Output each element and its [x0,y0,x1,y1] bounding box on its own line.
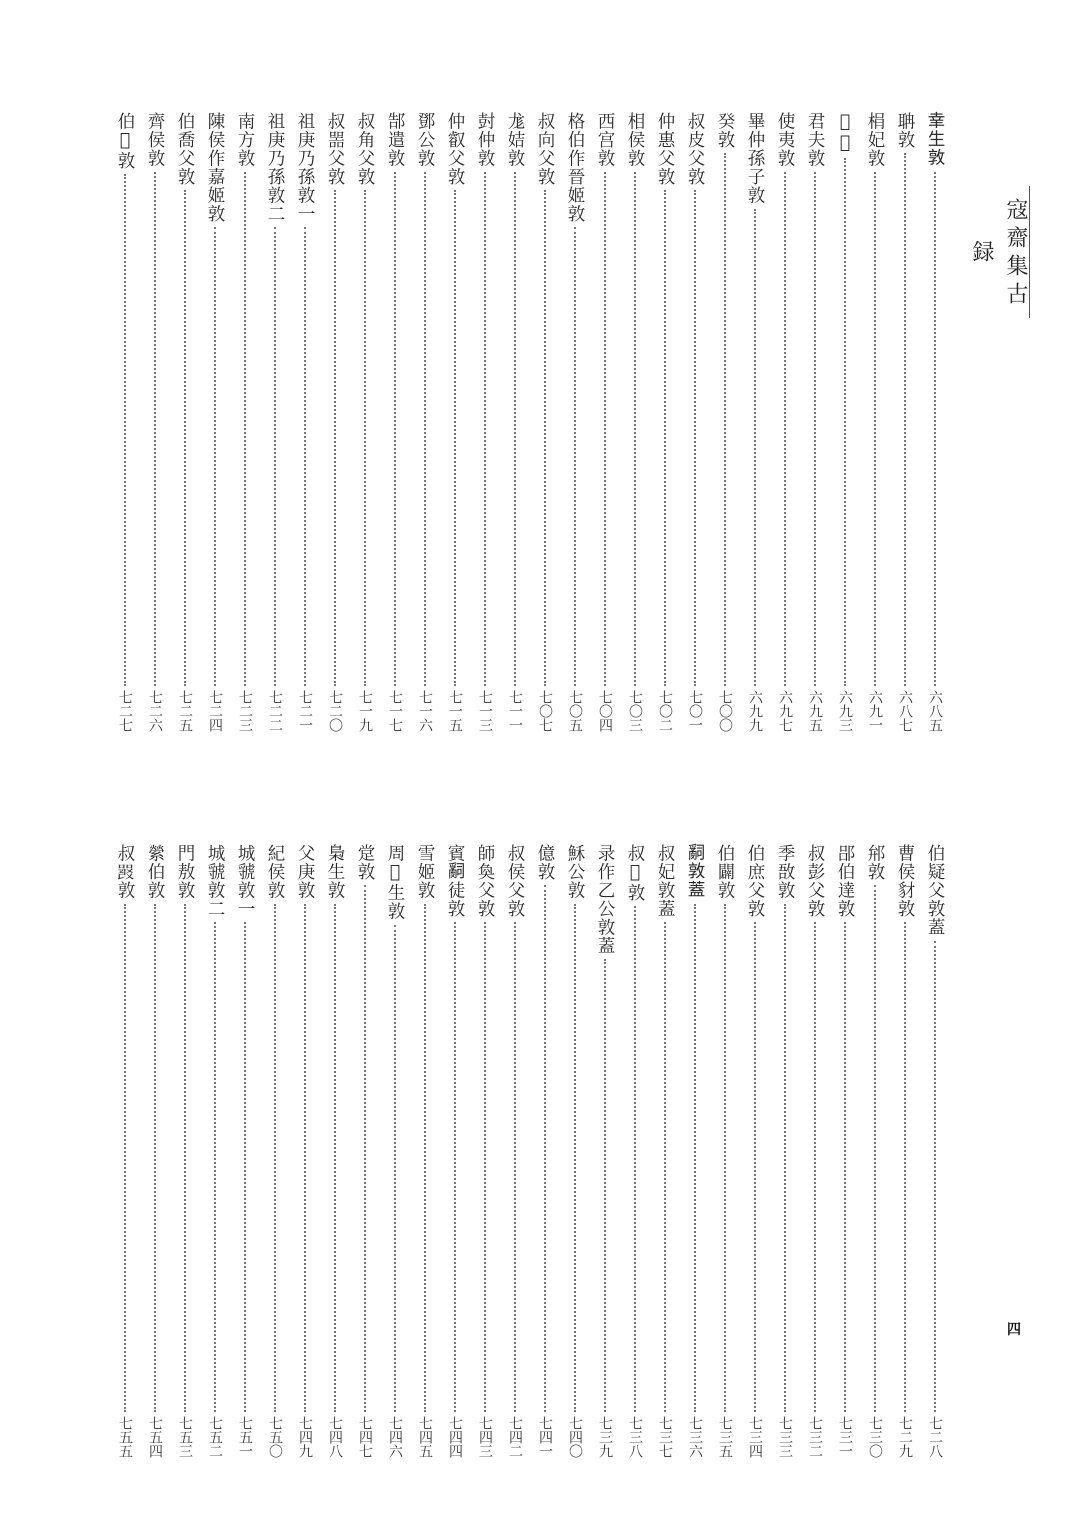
toc-entry [770,112,800,732]
entry-page-number: 七三六 [687,1416,703,1458]
dot-leader [874,885,876,1412]
entry-title: 祖庚乃孫敦一 [295,112,315,223]
entry-page-number: 七二〇 [327,690,343,732]
entry-page-number: 七一五 [447,690,463,732]
toc-entry [290,844,320,1458]
toc-entry [920,844,950,1458]
entry-page-number: 七三〇 [867,1416,883,1458]
entry-title: 聃敦 [895,112,915,149]
running-title: 寇齋集古録 [969,198,1028,310]
dot-leader [754,922,756,1412]
entry-page-number: 七四六 [387,1416,403,1458]
entry-title: 畢仲孫子敦 [745,112,765,205]
dot-leader [214,227,216,686]
dot-leader [544,885,546,1412]
entry-title: 𨚕敦 [865,844,885,881]
entry-page-number: 七五五 [117,1416,133,1458]
entry-title: 穌公敦 [565,844,585,900]
entry-title: 尨姞敦 [505,112,525,168]
dot-leader [694,190,696,686]
entry-title: 仲叡父敦 [445,112,465,186]
toc-entry [470,112,500,732]
dot-leader [814,172,816,687]
entry-page-number: 七三三 [777,1416,793,1458]
entry-title: 录作乙公敦蓋 [595,844,615,955]
toc-entry [920,112,950,732]
entry-title: 師奐父敦 [475,844,495,918]
entry-title: 叔皮父敦 [685,112,705,186]
entry-page-number: 六八七 [897,690,913,732]
dot-leader [364,190,366,686]
toc-entry [830,112,860,732]
entry-title: 梋妃敦 [865,112,885,168]
dot-leader [124,174,126,686]
toc-entry [410,112,440,732]
entry-page-number: 六八五 [927,690,943,732]
entry-page-number: 七三一 [837,1416,853,1458]
entry-page-number: 七〇〇 [717,690,733,732]
dot-leader [634,172,636,687]
dot-leader [274,904,276,1413]
toc-entry [260,112,290,732]
entry-title: 城虢敦一 [235,844,255,918]
entry-page-number: 七四〇 [567,1416,583,1458]
toc-entry [290,112,320,732]
dot-leader [904,153,906,686]
entry-title: 伯疑父敦蓋 [925,844,945,937]
dot-leader [154,172,156,687]
entry-title: 南方敦 [235,112,255,168]
entry-page-number: 七二三 [237,690,253,732]
toc-entry [860,844,890,1458]
entry-page-number: 七二四 [207,690,223,732]
toc-entries-upper [110,112,950,732]
entry-page-number: 七四九 [297,1416,313,1458]
toc-entry [800,844,830,1458]
entry-page-number: 七五二 [207,1416,223,1458]
toc-entry [740,112,770,732]
entry-page-number: 七一六 [417,690,433,732]
entry-title: 祖庚乃孫敦二 [265,112,285,223]
toc-entry [170,844,200,1458]
dot-leader [184,904,186,1413]
entry-title: 門敖敦 [175,844,195,900]
toc-entry [530,112,560,732]
entry-page-number: 七四二 [507,1416,523,1458]
entry-page-number: 七四三 [477,1416,493,1458]
toc-entry [560,844,590,1458]
entry-title: 叔彭父敦 [805,844,825,918]
toc-block-upper [110,112,950,732]
toc-entry [380,844,410,1458]
entry-page-number: 七四七 [357,1416,373,1458]
dot-leader [874,172,876,687]
toc-entry [350,844,380,1458]
entry-title: 叔妃敦蓋 [655,844,675,918]
toc-entry [650,112,680,732]
entry-title: 尌仲敦 [475,112,495,168]
entry-title: 紀侯敦 [265,844,285,900]
toc-entry [860,112,890,732]
entry-title: 曹侯豺敦 [895,844,915,918]
toc-entry [890,112,920,732]
entry-title: 叔𤕦敦 [115,844,135,900]
toc-entry [830,844,860,1458]
entry-page-number: 六九五 [807,690,823,732]
entry-title: 鄧公敦 [415,112,435,168]
entry-page-number: 七一一 [507,690,523,732]
toc-entry [230,112,260,732]
toc-entry [680,112,710,732]
entry-title: 叔角父敦 [355,112,375,186]
entry-page-number: 七三七 [657,1416,673,1458]
toc-entry [710,844,740,1458]
dot-leader [664,922,666,1412]
dot-leader [724,153,726,686]
entry-title: 𧈐敦 [835,112,855,154]
entry-title: 梟生敦 [325,844,345,900]
entry-page-number: 七二一 [297,690,313,732]
entry-page-number: 七五一 [237,1416,253,1458]
dot-leader [754,209,756,687]
entry-page-number: 七三五 [717,1416,733,1458]
entry-title: 使夷敦 [775,112,795,168]
entry-page-number: 七二六 [147,690,163,732]
entry-title: 𦍒生敦 [925,112,945,168]
entry-title: 賓𤔲徒敦 [445,844,465,918]
entry-page-number: 七〇五 [567,690,583,732]
dot-leader [394,925,396,1413]
entry-title: 陳侯作嘉姬敦 [205,112,225,223]
entry-title: 叔噐父敦 [325,112,345,186]
dot-leader [484,172,486,687]
toc-entry [800,112,830,732]
toc-entry [530,844,560,1458]
entry-page-number: 七一七 [387,690,403,732]
entry-page-number: 六九三 [837,690,853,732]
entry-page-number: 七二八 [927,1416,943,1458]
dot-leader [634,906,636,1412]
toc-entry [500,844,530,1458]
dot-leader [904,922,906,1412]
entry-page-number: 七五三 [177,1416,193,1458]
entry-title: 季敔敦 [775,844,795,900]
dot-leader [934,172,936,687]
entry-page-number: 七〇七 [537,690,553,732]
dot-leader [694,904,696,1413]
toc-entry [200,112,230,732]
entry-page-number: 七〇四 [597,690,613,732]
toc-entry [590,844,620,1458]
entry-title: 䟫敦 [355,844,375,881]
toc-entry [470,844,500,1458]
dot-leader [394,172,396,687]
toc-entry [320,844,350,1458]
dot-leader [784,904,786,1413]
toc-entries-lower [110,844,950,1458]
entry-title: 郘伯達敦 [835,844,855,918]
entry-title: 癸敦 [715,112,735,149]
entry-page-number: 七五〇 [267,1416,283,1458]
toc-entry [620,112,650,732]
entry-page-number: 七二九 [897,1416,913,1458]
toc-entry [200,844,230,1458]
dot-leader [544,190,546,686]
toc-entry [230,844,260,1458]
toc-entry [620,844,650,1458]
entry-page-number: 七〇一 [687,690,703,732]
dot-leader [124,904,126,1413]
toc-entry [710,112,740,732]
toc-entry [320,112,350,732]
entry-title: 仲惠父敦 [655,112,675,186]
toc-entry [380,112,410,732]
page-number: 四 [1007,1322,1021,1338]
dot-leader [574,227,576,686]
dot-leader [214,922,216,1412]
entry-title: 西宫敦 [595,112,615,168]
dot-leader [334,190,336,686]
entry-page-number: 七四八 [327,1416,343,1458]
entry-page-number: 六九九 [747,690,763,732]
entry-page-number: 七一三 [477,690,493,732]
toc-entry [350,112,380,732]
dot-leader [424,904,426,1413]
dot-leader [604,172,606,687]
dot-leader [154,904,156,1413]
toc-entry [260,844,290,1458]
entry-title: 齊侯敦 [145,112,165,168]
dot-leader [574,904,576,1413]
entry-title: 伯𦚾敦 [115,112,135,170]
toc-entry [560,112,590,732]
dot-leader [304,227,306,686]
dot-leader [304,904,306,1413]
entry-title: 郜遣敦 [385,112,405,168]
dot-leader [334,904,336,1413]
dot-leader [364,885,366,1412]
entry-title: 叔向父敦 [535,112,555,186]
toc-entry [170,112,200,732]
dot-leader [454,190,456,686]
dot-leader [844,158,846,686]
entry-page-number: 七三四 [747,1416,763,1458]
toc-entry [110,112,140,732]
entry-title: 相侯敦 [625,112,645,168]
toc-entry [110,844,140,1458]
dot-leader [784,172,786,687]
entry-title: 叔侯父敦 [505,844,525,918]
entry-page-number: 七四四 [447,1416,463,1458]
dot-leader [844,922,846,1412]
entry-title: 叔𡧊敦 [625,844,645,902]
toc-entry [140,112,170,732]
entry-page-number: 七二二 [267,690,283,732]
dot-leader [724,904,726,1413]
dot-leader [484,922,486,1412]
toc-entry [650,844,680,1458]
entry-page-number: 七〇三 [627,690,643,732]
dot-leader [604,959,606,1412]
dot-leader [934,941,936,1413]
dot-leader [244,922,246,1412]
entry-page-number: 七一九 [357,690,373,732]
toc-entry [440,112,470,732]
toc-entry [680,844,710,1458]
entry-title: 億敦 [535,844,555,881]
dot-leader [424,172,426,687]
entry-title: 雪姬敦 [415,844,435,900]
toc-block-lower [110,844,950,1458]
entry-title: 縈伯敦 [145,844,165,900]
entry-title: 伯庶父敦 [745,844,765,918]
dot-leader [274,227,276,686]
dot-leader [514,172,516,687]
entry-title: 伯喬父敦 [175,112,195,186]
entry-page-number: 七三九 [597,1416,613,1458]
entry-page-number: 六九一 [867,690,883,732]
entry-title: 周𣗥生敦 [385,844,405,921]
toc-entry [140,844,170,1458]
dot-leader [514,922,516,1412]
entry-title: 𤔲敦蓋 [685,844,705,900]
toc-entry [740,844,770,1458]
dot-leader [184,190,186,686]
dot-leader [454,922,456,1412]
entry-title: 城虢敦二 [205,844,225,918]
toc-entry [500,112,530,732]
entry-page-number: 六九七 [777,690,793,732]
entry-page-number: 七二五 [177,690,193,732]
entry-page-number: 七五四 [147,1416,163,1458]
entry-title: 伯闢敦 [715,844,735,900]
entry-page-number: 七四五 [417,1416,433,1458]
entry-page-number: 七〇二 [657,690,673,732]
dot-leader [244,172,246,687]
toc-entry [890,844,920,1458]
toc-entry [770,844,800,1458]
entry-page-number: 七三二 [807,1416,823,1458]
toc-entry [410,844,440,1458]
entry-page-number: 七二七 [117,690,133,732]
entry-page-number: 七三八 [627,1416,643,1458]
toc-entry [440,844,470,1458]
toc-entry [590,112,620,732]
dot-leader [664,190,666,686]
entry-title: 格伯作晉姬敦 [565,112,585,223]
entry-page-number: 七四一 [537,1416,553,1458]
dot-leader [814,922,816,1412]
entry-title: 君夫敦 [805,112,825,168]
entry-title: 父庚敦 [295,844,315,900]
